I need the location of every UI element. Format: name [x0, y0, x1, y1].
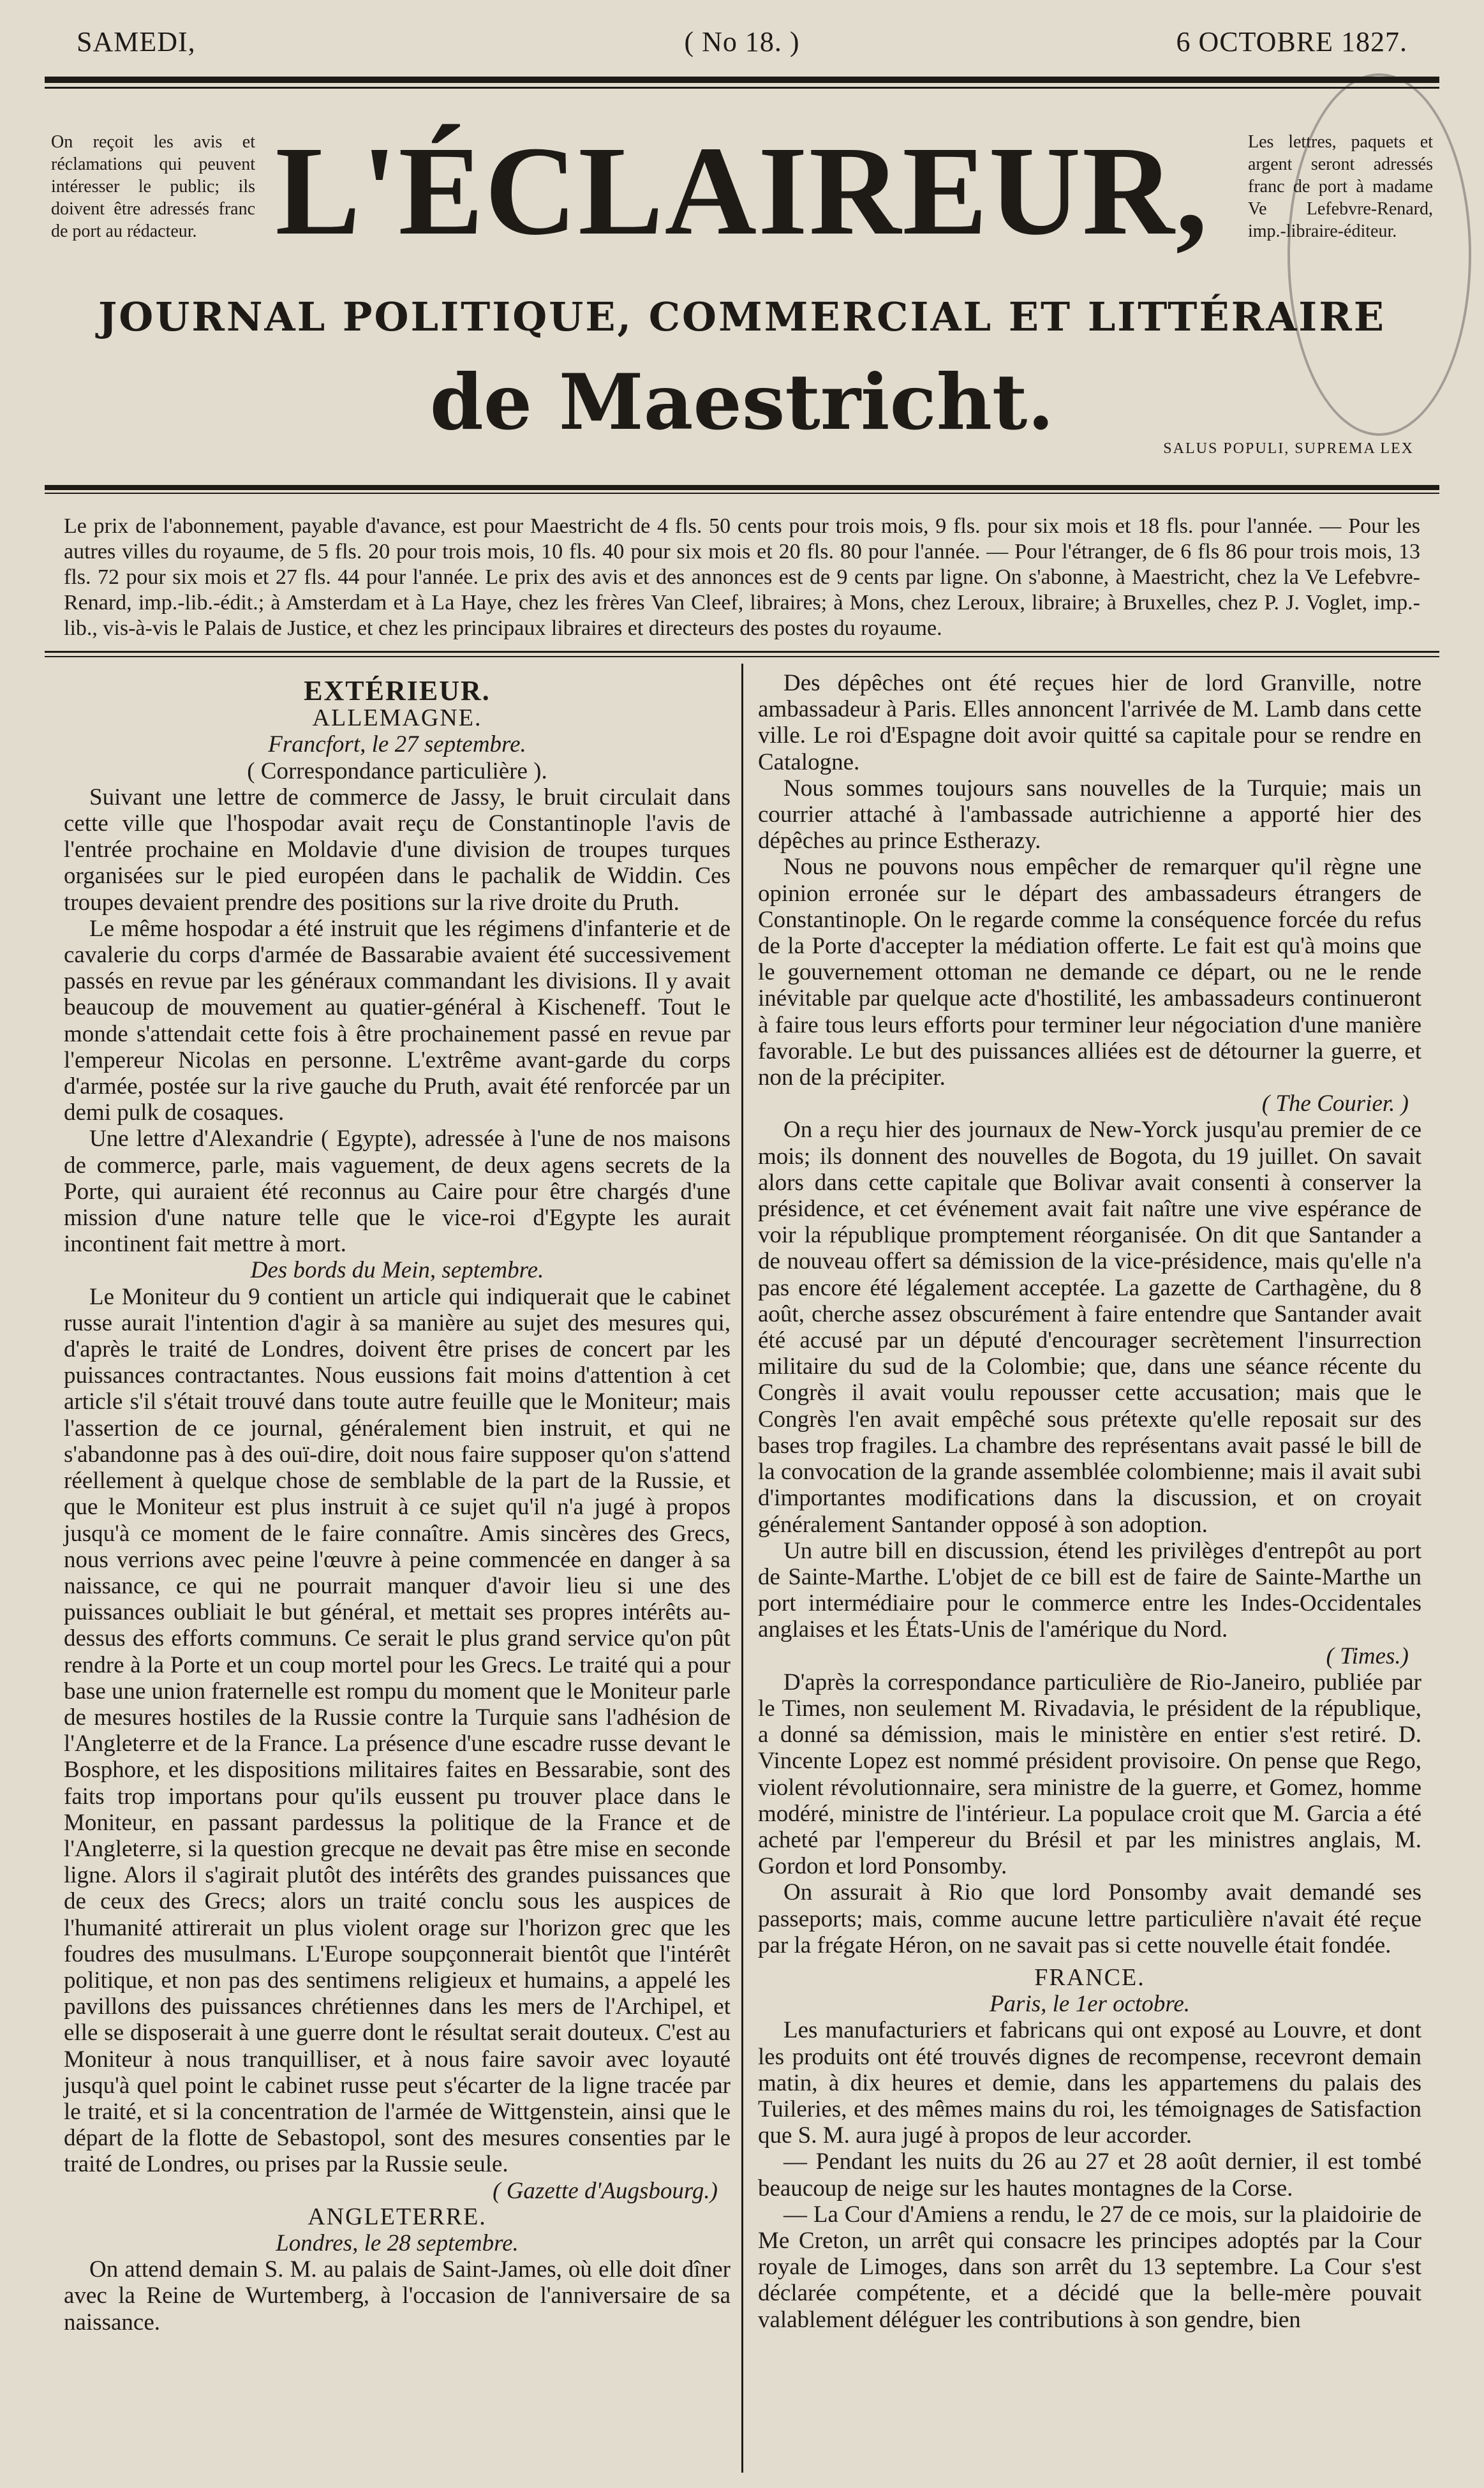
dateline-francfort: Francfort, le 27 septembre.: [268, 731, 526, 758]
source-credit: ( Times.): [1326, 1643, 1409, 1669]
article-paragraph: On assurait à Rio que lord Ponsomby avait demandé ses passeports; mais, comme aucune lettre particulière n'avait été reçue par la frégate Héron, on ne savait pas si cette nouvelle était fondée.: [758, 1879, 1421, 1958]
header-rule: [45, 77, 1439, 83]
country-heading-france: FRANCE.: [1034, 1963, 1145, 1991]
subscription-notice: Le prix de l'abonnement, payable d'avance, est pour Maestricht de 4 fls. 50 cents pour trois mois, 9 fls. pour six mois et 18 fls. pour l'année. — Pour les autres villes du royaume, de 5 fls. 20 pour trois mois, 10 fls. 40 pour six mois et 20 fls. 80 pour l'année. — Pour l'étranger, de 6 fls 86 pour trois mois, 13 fls. 72 pour six mois et 27 fls. 44 pour l'année. Le prix des avis et des annonces est de 9 cents par ligne. On s'abonne, à Maestricht, chez la Ve Lefebvre-Renard, imp.-lib.-édit.; à Amsterdam et à La Haye, chez les frères Van Cleef, libraires; à Mons, chez Leroux, libraire; à Bruxelles, chez P. J. Voglet, imp.-lib., vis-à-vis le Palais de Justice, et chez les principaux libraires et directeurs des postes du royaume.: [64, 514, 1420, 640]
header-rule-thin: [45, 87, 1439, 89]
article-paragraph: Le Moniteur du 9 contient un article qui indiquerait que le cabinet russe aurait l'intention d'agir à sa manière au sujet des mesures qui, d'après le traité de Londres, doivent être prises de concert par les puissances contractantes. Nous eussions fait moins d'attention à cet article s'il s'était trouvé dans toute autre feuille que le Moniteur; mais l'assertion de ce journal, généralement bien instruit, et qui ne s'abandonne pas à des ouï-dire, doit nous faire supposer qu'on s'attend réellement à quelque chose de semblable de la part de la Russie, et que le Moniteur est plus instruit à ce sujet qu'il n'a jugé à propos jusqu'à ce moment de le faire connaître. Amis sincères des Grecs, nous verrions avec peine l'œuvre à peine commencée en danger à sa naissance, ce qui ne pourrait manquer d'avoir lieu si une des puissances oubliait le but général, et mettait ses propres intérêts au-dessus des efforts communs. Ce serait le plus grand service qu'on pût rendre à la Porte et un coup mortel pour les Grecs. Le traité qui a pour base une union fraternelle est rompu du moment que le Moniteur parle de mesures hostiles de la Russie contre la Turquie sans l'adhésion de l'Angleterre et de la France. La présence d'une escadre russe devant le Bosphore, et les dispositions militaires faites en Bessarabie, sont des faits trop importans pour qu'ils eussent pu trouver place dans le Moniteur, en passant pardessus la politique de la France et de l'Angleterre, si la question grecque ne devait pas être mise en seconde ligne. Alors il s'agirait plutôt des intérêts des grandes puissances que de ceux des Grecs; alors un traité conclu sous les auspices de l'humanité attirerait un plus violent orage sur l'horizon grec que les foudres des musulmans. L'Europe soupçonnerait bientôt que l'intérêt politique, et non pas des sentimens religieux et humains, a appelé les pavillons des puissances chrétiennes dans les mers de l'Archipel, et elle se disposerait à une guerre dont le résultat serait douteux. C'est au Moniteur à nous tranquilliser, et à nous faire savoir avec loyauté jusqu'à quel point le cabinet russe peut s'écarter de la ligne tracée par le traité, et si la concentration de l'armée de Wittgenstein, ainsi que le départ de la flotte de Sebastopol, sont des mesures consenties par le traité de Londres, ou prises par la Russie seule.: [64, 1283, 731, 2178]
article-paragraph: — Pendant les nuits du 26 au 27 et 28 août dernier, il est tombé beaucoup de neige sur les hautes montagnes de la Corse.: [758, 2149, 1421, 2201]
source-credit: ( The Courier. ): [1261, 1091, 1409, 1117]
article-paragraph: On attend demain S. M. au palais de Saint-James, où elle doit dîner avec la Reine de Wurtemberg, à l'occasion de l'anniversaire de sa naissance.: [64, 2256, 731, 2335]
subscription-rule: [45, 651, 1439, 653]
left-notice: On reçoit les avis et réclamations qui peuvent intéresser le public; ils doivent être adressés franc de port au rédacteur.: [51, 132, 255, 241]
dateline: [77, 26, 1407, 70]
newspaper-city: de Maestricht.: [429, 357, 1055, 447]
issue-number: ( No 18. ): [684, 26, 800, 57]
article-paragraph: Une lettre d'Alexandrie ( Egypte), adressée à l'une de nos maisons de commerce, parle, mais vaguement, de deux agens secrets de la Porte, qui auraient été reconnus au Caire pour être chargés d'une mission d'une nature telle que le vice-roi d'Egypte les aurait incontinent fait mettre à mort.: [64, 1126, 731, 1258]
newspaper-title: L'ÉCLAIREUR,: [275, 121, 1209, 262]
right-column: [758, 670, 1421, 2333]
right-notice: Les lettres, paquets et argent seront adressés franc de port à madame Ve Lefebvre-Renard, imp.-libraire-éditeur.: [1248, 132, 1433, 241]
dateline-mein: Des bords du Mein, septembre.: [250, 1257, 544, 1284]
issue-date: 6 OCTOBRE 1827.: [1176, 26, 1407, 57]
article-paragraph: Suivant une lettre de commerce de Jassy, le bruit circulait dans cette ville que l'hospodar avait reçu de Constantinople l'avis de l'entrée prochaine en Moldavie d'une division de troupes turques organisées sur le pied européen dans le pachalik de Widdin. Ces troupes devaient prendre des positions sur la rive droite du Pruth.: [64, 784, 731, 916]
motto: SALUS POPULI, SUPREMA LEX: [1163, 440, 1414, 457]
section-heading: EXTÉRIEUR.: [304, 675, 491, 706]
article-paragraph: D'après la correspondance particulière de Rio-Janeiro, publiée par le Times, non seulement M. Rivadavia, le président de la république, a donné sa démission, mais le ministère en entier s'est retiré. D. Vincente Lopez est nommé président provisoire. On pense que Rego, violent révolutionnaire, sera ministre de la guerre, et Gomez, homme modéré, ministre de l'intérieur. La populace croit que M. Garcia a été acheté par l'empereur du Brésil et par les ministres anglais, M. Gordon et lord Ponsomby.: [758, 1669, 1421, 1880]
issue-day: SAMEDI,: [77, 26, 196, 57]
column-divider: [741, 664, 743, 2473]
country-heading-angleterre: ANGLETERRE.: [308, 2203, 487, 2230]
correspondence-note: ( Correspondance particulière ).: [247, 757, 547, 784]
left-column: [64, 670, 731, 2335]
article-paragraph: Les manufacturiers et fabricans qui ont exposé au Louvre, et dont les produits ont été trouvés dignes de recompense, recevront demain matin, à dix heures et demie, dans les appartemens du palais des Tuileries, et des mêmes mains du roi, les témoignages de Satisfaction que S. M. aura jugé à propos de leur accorder.: [758, 2017, 1421, 2149]
masthead-rule: [45, 485, 1439, 490]
subscription-rule-thin: [45, 656, 1439, 657]
article-paragraph: Nous ne pouvons nous empêcher de remarquer qu'il règne une opinion erronée sur le départ des ambassadeurs étrangers de Constantinople. On le regarde comme la conséquence forcée du refus de la Porte d'accepter la médiation offerte. Le fait est qu'à moins que le gouvernement ottoman ne demande ce départ, ou ne le rende inévitable par quelque acte d'hostilité, les ambassadeurs continueront à faire tous leurs efforts pour terminer leur négociation d'une manière favorable. Le but des puissances alliées est de détourner la guerre, et non de la précipiter.: [758, 854, 1421, 1091]
dateline-londres: Londres, le 28 septembre.: [276, 2230, 519, 2256]
article-paragraph: Des dépêches ont été reçues hier de lord Granville, notre ambassadeur à Paris. Elles annoncent l'arrivée de M. Lamb dans cette ville. Le roi d'Espagne doit avoir quitté sa capitale pour se rendre en Catalogne.: [758, 670, 1421, 775]
newspaper-subtitle: JOURNAL POLITIQUE, COMMERCIAL ET LITTÉRAIRE: [98, 294, 1386, 340]
dateline-paris: Paris, le 1er octobre.: [989, 1991, 1191, 2018]
article-paragraph: Le même hospodar a été instruit que les régimens d'infanterie et de cavalerie du corps d'armée de Bassarabie avaient été successivement passés en revue par les généraux commandant les divisions. Il y avait beaucoup de mouvement au quatier-général à Kischeneff. Tout le monde s'attendait cette fois à être prochainement passé en revue par l'empereur Nicolas en personne. L'extrême avant-garde du corps d'armée, postée sur la rive gauche du Pruth, avait été renforcée par un demi pulk de cosaques.: [64, 915, 731, 1126]
article-paragraph: On a reçu hier des journaux de New-Yorck jusqu'au premier de ce mois; ils donnent des nouvelles de Bogota, du 19 juillet. On savait alors dans cette capitale que Bolivar avait consenti à conserver la présidence, et cet événement avait fait naître une vive espérance de voir la république promptement réorganisée. On dit que Santander a de nouveau offert sa démission de la vice-présidence, mais qu'elle n'a pas encore été légalement acceptée. La gazette de Carthagène, du 8 août, cherche assez obscurément à faire entendre que Santander avait été accusé par un député d'encourager secrètement l'insurrection militaire du sud de la Colombie; que, dans une séance récente du Congrès il avait voulu repousser cette accusation; mais que le Congrès l'en avait empêché sous prétexte qu'elle reposait sur des bases trop fragiles. La chambre des représentans avait passé le bill de la convocation de la grande assemblée colombienne; mais il avait subi d'importantes modifications dans la discussion, et on croyait généralement Santander opposé à son adoption.: [758, 1117, 1421, 1538]
article-paragraph: Un autre bill en discussion, étend les privilèges d'entrepôt au port de Sainte-Marthe. L'objet de ce bill est de faire de Sainte-Marthe un port intermédiaire pour le commerce entre les Indes-Occidentales anglaises et les États-Unis de l'amérique du Nord.: [758, 1537, 1421, 1643]
country-heading-allemagne: ALLEMAGNE.: [312, 704, 482, 732]
article-paragraph: Nous sommes toujours sans nouvelles de la Turquie; mais un courrier attaché à l'ambassade autrichienne a apporté hier des dépêches au prince Estherazy.: [758, 775, 1421, 854]
masthead-rule-thin: [45, 493, 1439, 494]
source-credit: ( Gazette d'Augsbourg.): [493, 2177, 718, 2204]
article-paragraph: — La Cour d'Amiens a rendu, le 27 de ce mois, sur la plaidoirie de Me Creton, un arrêt qui consacre les principes adoptés par la Cour royale de Limoges, dans son arrêt du 13 septembre. La Cour s'est déclarée compétente, et a décidé que la belle-mère pouvait valablement déléguer les contributions à son gendre, bien: [758, 2201, 1421, 2333]
